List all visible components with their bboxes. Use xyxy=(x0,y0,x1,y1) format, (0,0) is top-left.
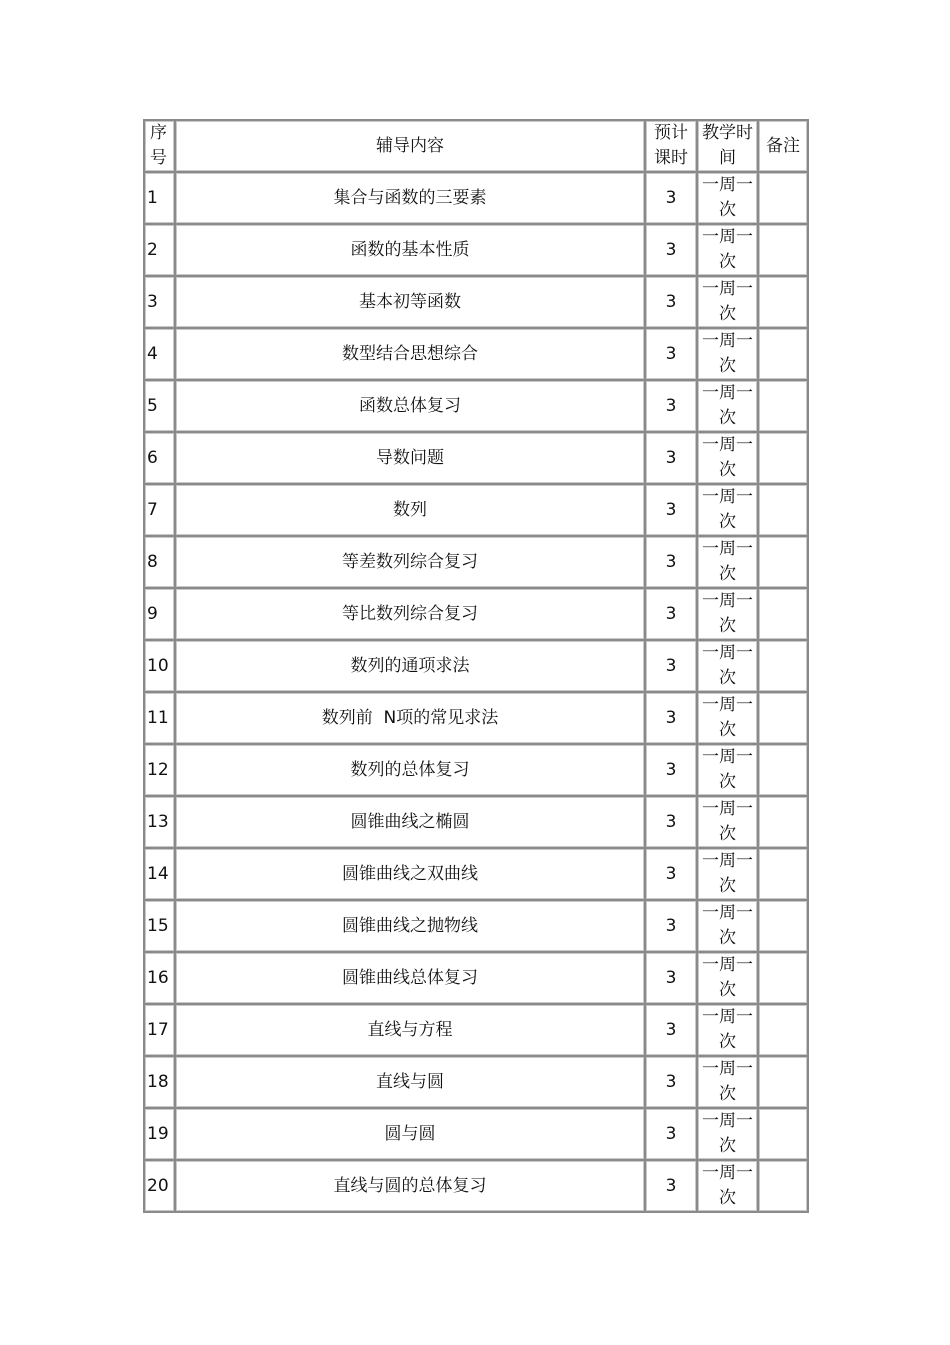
row-number: 16 xyxy=(145,953,176,1005)
row-hours: 3 xyxy=(646,589,698,641)
row-remarks xyxy=(759,589,809,641)
table-row xyxy=(145,953,809,1005)
row-hours: 3 xyxy=(646,381,698,433)
row-content: 圆锥曲线之抛物线 xyxy=(176,901,646,953)
table-row xyxy=(145,641,809,693)
table-row xyxy=(145,1057,809,1109)
row-remarks xyxy=(759,433,809,485)
row-teaching-time xyxy=(698,329,759,381)
row-teaching-time xyxy=(698,901,759,953)
row-teaching-time-line1: 一周一 xyxy=(702,1163,753,1183)
row-teaching-time-line1: 一周一 xyxy=(702,695,753,715)
row-teaching-time xyxy=(698,485,759,537)
row-teaching-time-line2: 次 xyxy=(719,928,736,948)
row-content: 导数问题 xyxy=(176,433,646,485)
row-hours: 3 xyxy=(646,745,698,797)
row-hours: 3 xyxy=(646,329,698,381)
row-teaching-time-line1: 一周一 xyxy=(702,799,753,819)
row-teaching-time-line2: 次 xyxy=(719,512,736,532)
tutoring-schedule-table xyxy=(143,119,809,1213)
row-remarks xyxy=(759,745,809,797)
row-content: 数列的总体复习 xyxy=(176,745,646,797)
header-teaching-time xyxy=(698,121,759,173)
table-body xyxy=(145,173,809,1213)
row-hours: 3 xyxy=(646,693,698,745)
row-remarks xyxy=(759,901,809,953)
row-number: 13 xyxy=(145,797,176,849)
row-teaching-time-line1: 一周一 xyxy=(702,487,753,507)
row-hours: 3 xyxy=(646,849,698,901)
table-row xyxy=(145,901,809,953)
row-teaching-time-line2: 次 xyxy=(719,1136,736,1156)
table-row xyxy=(145,433,809,485)
row-teaching-time xyxy=(698,589,759,641)
row-remarks xyxy=(759,849,809,901)
row-teaching-time-line2: 次 xyxy=(719,252,736,272)
row-content: 等差数列综合复习 xyxy=(176,537,646,589)
row-remarks xyxy=(759,693,809,745)
row-teaching-time-line2: 次 xyxy=(719,668,736,688)
row-hours: 3 xyxy=(646,537,698,589)
row-teaching-time-line1: 一周一 xyxy=(702,851,753,871)
row-remarks xyxy=(759,485,809,537)
row-teaching-time xyxy=(698,745,759,797)
row-teaching-time xyxy=(698,277,759,329)
row-teaching-time-line2: 次 xyxy=(719,876,736,896)
row-teaching-time-line1: 一周一 xyxy=(702,539,753,559)
row-hours: 3 xyxy=(646,433,698,485)
row-hours: 3 xyxy=(646,641,698,693)
table-row xyxy=(145,225,809,277)
row-number: 10 xyxy=(145,641,176,693)
row-hours: 3 xyxy=(646,1005,698,1057)
row-teaching-time-line2: 次 xyxy=(719,1032,736,1052)
table-row xyxy=(145,1161,809,1213)
row-teaching-time-line2: 次 xyxy=(719,1188,736,1208)
table-row xyxy=(145,1109,809,1161)
row-content: 数列前 N项的常见求法 xyxy=(176,693,646,745)
row-teaching-time-line2: 次 xyxy=(719,460,736,480)
header-serial-number-line1: 序 xyxy=(150,123,167,143)
row-hours: 3 xyxy=(646,901,698,953)
row-remarks xyxy=(759,225,809,277)
row-teaching-time xyxy=(698,693,759,745)
row-teaching-time-line1: 一周一 xyxy=(702,435,753,455)
row-teaching-time xyxy=(698,173,759,225)
row-hours: 3 xyxy=(646,953,698,1005)
row-teaching-time xyxy=(698,225,759,277)
row-teaching-time xyxy=(698,849,759,901)
table-row xyxy=(145,589,809,641)
row-teaching-time-line1: 一周一 xyxy=(702,591,753,611)
row-teaching-time-line1: 一周一 xyxy=(702,1059,753,1079)
row-teaching-time-line1: 一周一 xyxy=(702,955,753,975)
row-remarks xyxy=(759,1057,809,1109)
row-number: 1 xyxy=(145,173,176,225)
table-row xyxy=(145,173,809,225)
row-teaching-time-line2: 次 xyxy=(719,564,736,584)
row-teaching-time-line2: 次 xyxy=(719,200,736,220)
table-row xyxy=(145,485,809,537)
row-teaching-time xyxy=(698,433,759,485)
row-teaching-time xyxy=(698,641,759,693)
row-hours: 3 xyxy=(646,1057,698,1109)
row-number: 5 xyxy=(145,381,176,433)
row-content: 直线与方程 xyxy=(176,1005,646,1057)
row-remarks xyxy=(759,1109,809,1161)
row-teaching-time-line1: 一周一 xyxy=(702,227,753,247)
row-content: 直线与圆 xyxy=(176,1057,646,1109)
row-remarks xyxy=(759,173,809,225)
row-remarks xyxy=(759,641,809,693)
row-content: 基本初等函数 xyxy=(176,277,646,329)
row-number: 18 xyxy=(145,1057,176,1109)
row-content: 等比数列综合复习 xyxy=(176,589,646,641)
row-teaching-time-line1: 一周一 xyxy=(702,747,753,767)
row-teaching-time-line2: 次 xyxy=(719,824,736,844)
table-row xyxy=(145,537,809,589)
row-remarks xyxy=(759,537,809,589)
row-number: 12 xyxy=(145,745,176,797)
row-teaching-time-line1: 一周一 xyxy=(702,903,753,923)
row-remarks xyxy=(759,953,809,1005)
row-content: 集合与函数的三要素 xyxy=(176,173,646,225)
row-remarks xyxy=(759,1161,809,1213)
table-row xyxy=(145,329,809,381)
header-planned-hours-line1: 预计 xyxy=(654,123,688,143)
row-teaching-time xyxy=(698,1057,759,1109)
header-planned-hours xyxy=(646,121,698,173)
row-number: 6 xyxy=(145,433,176,485)
row-teaching-time-line2: 次 xyxy=(719,304,736,324)
row-teaching-time xyxy=(698,537,759,589)
row-remarks xyxy=(759,329,809,381)
header-remarks: 备注 xyxy=(759,121,809,173)
header-teaching-time-line1: 教学时 xyxy=(702,123,753,143)
row-content: 函数总体复习 xyxy=(176,381,646,433)
row-content: 圆锥曲线之双曲线 xyxy=(176,849,646,901)
row-number: 2 xyxy=(145,225,176,277)
table-row xyxy=(145,693,809,745)
row-remarks xyxy=(759,381,809,433)
header-planned-hours-line2: 课时 xyxy=(654,148,688,168)
row-number: 7 xyxy=(145,485,176,537)
header-content: 辅导内容 xyxy=(176,121,646,173)
row-teaching-time-line1: 一周一 xyxy=(702,331,753,351)
row-teaching-time-line2: 次 xyxy=(719,980,736,1000)
row-number: 14 xyxy=(145,849,176,901)
row-teaching-time xyxy=(698,953,759,1005)
header-teaching-time-line2: 间 xyxy=(719,148,736,168)
row-teaching-time xyxy=(698,381,759,433)
row-number: 20 xyxy=(145,1161,176,1213)
row-hours: 3 xyxy=(646,277,698,329)
row-hours: 3 xyxy=(646,1109,698,1161)
table-row xyxy=(145,1005,809,1057)
row-content: 圆锥曲线之椭圆 xyxy=(176,797,646,849)
row-hours: 3 xyxy=(646,1161,698,1213)
row-teaching-time-line1: 一周一 xyxy=(702,643,753,663)
row-teaching-time xyxy=(698,1161,759,1213)
table-row xyxy=(145,745,809,797)
table-row xyxy=(145,849,809,901)
row-teaching-time xyxy=(698,797,759,849)
row-number: 9 xyxy=(145,589,176,641)
row-content: 圆与圆 xyxy=(176,1109,646,1161)
row-number: 8 xyxy=(145,537,176,589)
row-number: 4 xyxy=(145,329,176,381)
row-number: 17 xyxy=(145,1005,176,1057)
table-row xyxy=(145,797,809,849)
row-content: 数列的通项求法 xyxy=(176,641,646,693)
row-teaching-time-line2: 次 xyxy=(719,1084,736,1104)
row-hours: 3 xyxy=(646,173,698,225)
row-content: 圆锥曲线总体复习 xyxy=(176,953,646,1005)
row-remarks xyxy=(759,797,809,849)
header-serial-number-line2: 号 xyxy=(150,148,167,168)
row-number: 11 xyxy=(145,693,176,745)
row-teaching-time-line1: 一周一 xyxy=(702,1111,753,1131)
row-hours: 3 xyxy=(646,797,698,849)
row-content: 函数的基本性质 xyxy=(176,225,646,277)
row-teaching-time xyxy=(698,1005,759,1057)
row-content: 数列 xyxy=(176,485,646,537)
row-teaching-time-line1: 一周一 xyxy=(702,175,753,195)
table-row xyxy=(145,381,809,433)
row-remarks xyxy=(759,1005,809,1057)
row-teaching-time-line1: 一周一 xyxy=(702,383,753,403)
row-teaching-time xyxy=(698,1109,759,1161)
row-number: 3 xyxy=(145,277,176,329)
row-number: 15 xyxy=(145,901,176,953)
row-teaching-time-line2: 次 xyxy=(719,720,736,740)
row-teaching-time-line1: 一周一 xyxy=(702,1007,753,1027)
row-number: 19 xyxy=(145,1109,176,1161)
row-teaching-time-line2: 次 xyxy=(719,616,736,636)
row-content: 数型结合思想综合 xyxy=(176,329,646,381)
table-row xyxy=(145,277,809,329)
row-teaching-time-line2: 次 xyxy=(719,772,736,792)
row-teaching-time-line2: 次 xyxy=(719,356,736,376)
table-header-row xyxy=(145,121,809,173)
row-teaching-time-line2: 次 xyxy=(719,408,736,428)
header-serial-number xyxy=(145,121,176,173)
row-content: 直线与圆的总体复习 xyxy=(176,1161,646,1213)
row-teaching-time-line1: 一周一 xyxy=(702,279,753,299)
row-hours: 3 xyxy=(646,485,698,537)
row-remarks xyxy=(759,277,809,329)
row-hours: 3 xyxy=(646,225,698,277)
